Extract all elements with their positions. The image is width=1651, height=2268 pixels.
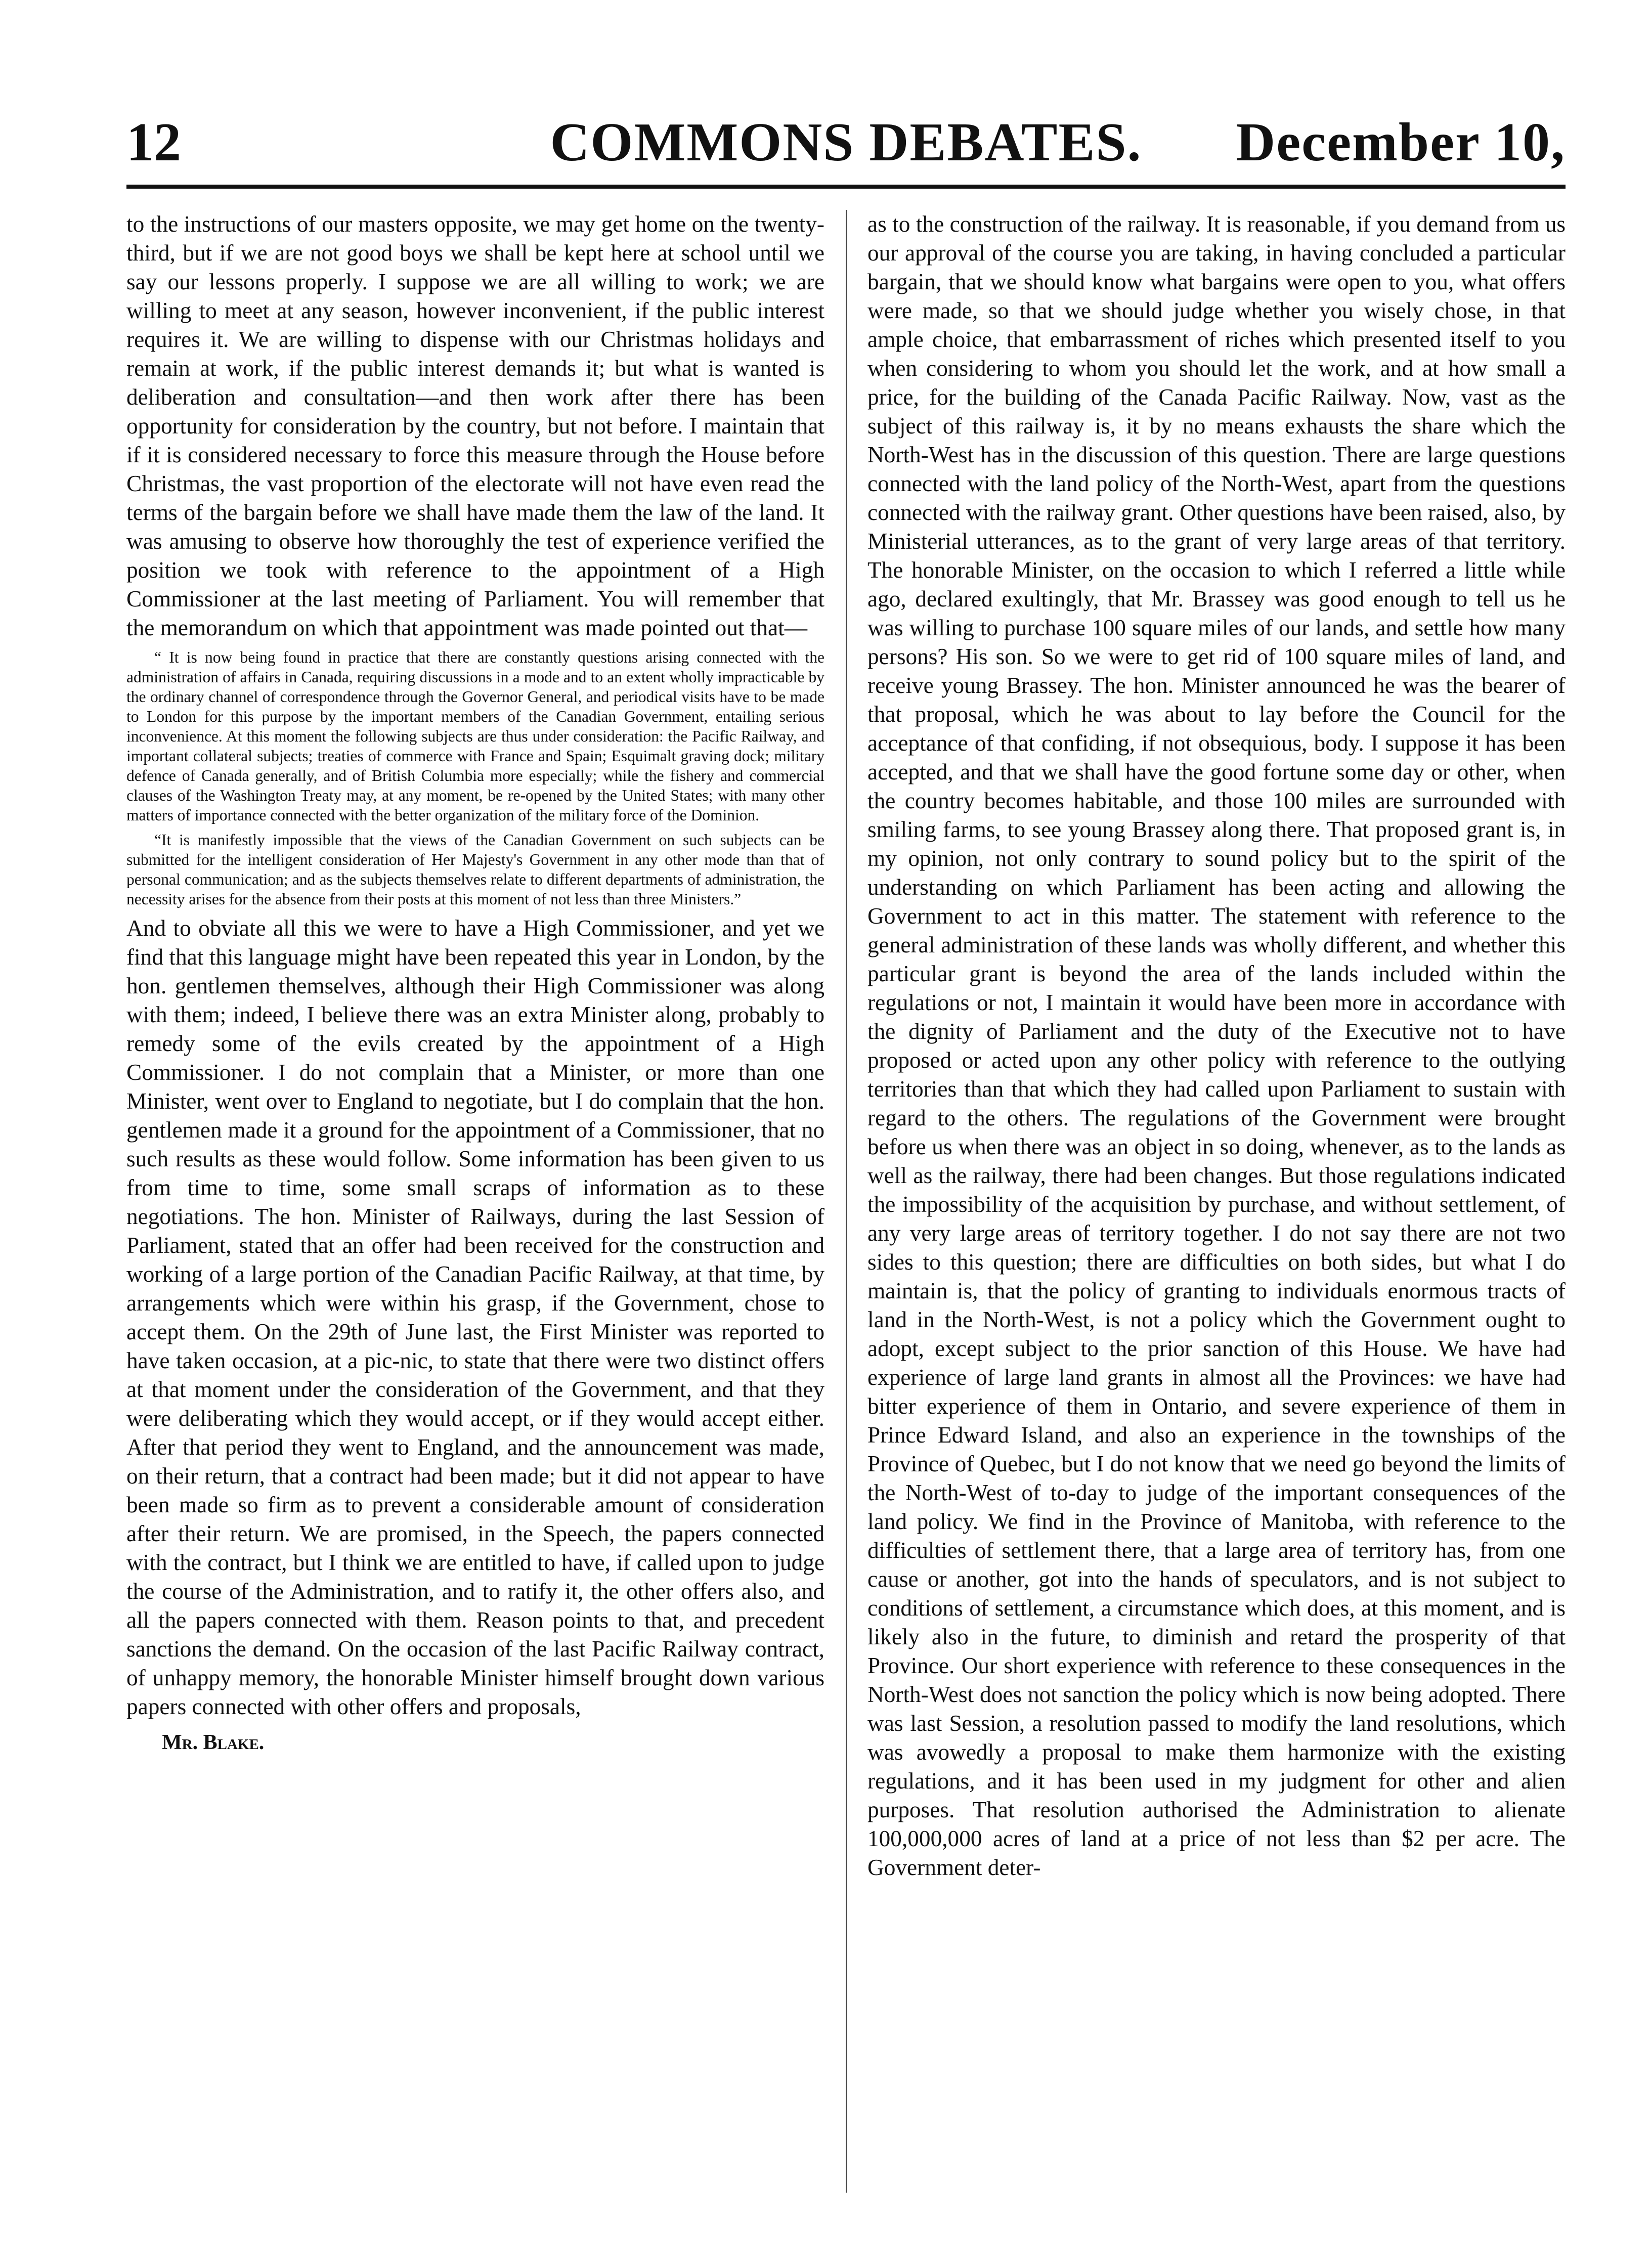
paragraph: as to the construction of the railway. It is reasonable, if you demand from us our approval of the course you are taking, in having concluded a particular bargain, that we should know what bargains were open to you, what offers were made, so that we should judge whether you wisely chose, in that ample choice, that embarrassment of riches which presented itself to you when considering to whom you should let the work, and at how small a price, for the building of the Canada Pacific Railway. Now, vast as the subject of this railway is, it by no means exhausts the share which the North-West has in the discussion of this question. There are large questions connected with the land policy of the North-West, apart from the questions connected with the railway grant. Other questions have been raised, also, by Ministerial utterances, as to the grant of very large areas of that territory. The honorable Minister, on the occasion to which I referred a little while ago, declared exultingly, that Mr. Brassey was good enough to tell us he was willing to purchase 100 square miles of our lands, and settle how many persons? His son. So we were to get rid of 100 square miles of land, and receive young Brassey. The hon. Minister announced he was the bearer of that proposal, which he was about to lay before the Council for the acceptance of that confiding, if not obsequious, body. I suppose it has been accepted, and that we shall have the good fortune some day or other, when the country becomes habitable, and those 100 miles are surrounded with smiling farms, to see young Brassey along there. That proposed grant is, in my opinion, not only contrary to sound policy but to the spirit of the understanding on which Parliament has been acting and allowing the Government to act in this matter. The statement with reference to the general administration of these lands was wholly different, and whether this particular grant is beyond the area of the lands included within the regulations or not, I maintain it would have been more in accordance with the dignity of Parliament and the duty of the Executive not to have proposed or acted upon any other policy with reference to the outlying territories than that which they had called upon Parliament to sustain with regard to the others. The regulations of the Government were brought before us when there was an object in so doing, whenever, as to the lands as well as the railway, there had been changes. But those regulations indicated the impossibility of the acquisition by purchase, and without settlement, of any very large areas of territory together. I do not say there are not two sides to this question; there are difficulties on both sides, but what I do maintain is, that the policy of granting to individuals enormous tracts of land in the North-West, is not a policy which the Government ought to adopt, except subject to the prior sanction of this House. We have had experience of large land grants in almost all the Provinces: we have had bitter experience of them in Ontario, and severe experience of them in Prince Edward Island, and also an experience in the townships of the Province of Quebec, but I do not know that we need go beyond the limits of the North-West of to-day to judge of the important consequences of the land policy. We find in the Province of Manitoba, with reference to the difficulties of settlement there, that a large area of territory has, from one cause or another, got into the hands of speculators, and is not subject to conditions of settlement, a circumstance which does, at this moment, and is likely also in the future, to diminish and retard the prosperity of that Province. Our short experience with reference to these consequences in the North-West does not sanction the policy which is now being adopted. There was last Session, a resolution passed to modify the land resolutions, which was avowedly a proposal to make them harmonize with the existing regulations, and it has been used in my judgment for other and alien purposes. That resolution authorised the Administration to alienate 100,000,000 acres of land at a price of not less than $2 per acre. The Government deter- <box>867 211 1566 1880</box>
left-column <box>126 210 824 1757</box>
quoted-memorandum: “It is manifestly impossible that the views of the Canadian Government on such subjects can be submitted for the intelligent consideration of Her Majesty's Government in any other mode than that of personal communication; and as the subjects themselves relate to different departments of administration, the necessity arises for the absence from their posts at this moment of not less than three Ministers.” <box>126 831 824 908</box>
issue-date: December 10, <box>1236 112 1566 172</box>
page <box>126 101 1566 2175</box>
header-rule <box>126 185 1566 189</box>
paragraph: And to obviate all this we were to have a High Commissioner, and yet we find that this language might have been repeated this year in London, by the hon. gentlemen themselves, although their High Commissioner was along with them; indeed, I believe there was an extra Minister along, probably to remedy some of the evils created by the appointment of a High Commissioner. I do not complain that a Minister, or more than one Minister, went over to England to negotiate, but I do complain that the hon. gentlemen made it a ground for the appointment of a Commissioner, that no such results as these would follow. Some information has been given to us from time to time, some small scraps of information as to these negotiations. The hon. Minister of Railways, during the last Session of Parliament, stated that an offer had been received for the construction and working of a large portion of the Canadian Pacific Railway, at that time, by arrangements which were within his grasp, if the Government, chose to accept them. On the 29th of June last, the First Minister was reported to have taken occasion, at a pic-nic, to state that there were two distinct offers at that moment under the consideration of the Government, and that they were deliberating which they would accept, or if they would accept either. After that period they went to England, and the announcement was made, on their return, that a contract had been made; but it did not appear to have been made so firm as to prevent a considerable amount of consideration after their return. We are promised, in the Speech, the papers connected with the contract, but I think we are entitled to have, if called upon to judge the course of the Administration, and to ratify it, the other offers also, and all the papers connected with them. Reason points to that, and precedent sanctions the demand. On the occasion of the last Pacific Railway contract, of unhappy memory, the honorable Minister himself brought down various papers connected with other offers and proposals, <box>126 915 824 1719</box>
publication-title: COMMONS DEBATES. <box>550 112 1142 172</box>
speaker-name: Mr. Blake. <box>162 1731 265 1754</box>
column-divider <box>846 210 847 2193</box>
quoted-memorandum: “ It is now being found in practice that there are constantly questions arising connected with the administration of affairs in Canada, requiring discussions in a mode and to an extent wholly impracticable by the ordinary channel of correspondence through the Governor General, and periodical visits have to be made to London for this purpose by the important members of the Canadian Government, entailing serious inconvenience. At this moment the following subjects are thus under consideration: the Pacific Railway, and important collateral subjects; treaties of commerce with France and Spain; Esquimalt graving dock; military defence of Canada generally, and of British Columbia more especially; while the fishery and commercial clauses of the Washington Treaty may, at any moment, be re-opened by the United States; with many other matters of importance connected with the better organization of the military force of the Dominion. <box>126 648 824 824</box>
right-column <box>867 210 1566 1882</box>
page-number: 12 <box>126 112 181 172</box>
paragraph: to the instructions of our masters opposite, we may get home on the twenty-third, but if we are not good boys we shall be kept here at school until we say our lessons properly. I suppose we are all willing to work; we are willing to meet at any season, however inconvenient, if the public interest requires it. We are willing to dispense with our Christmas holidays and remain at work, if the public interest demands it; but what is wanted is deliberation and consultation—and then work after there has been opportunity for consideration by the country, but not before. I maintain that if it is considered necessary to force this measure through the House before Christmas, the vast proportion of the electorate will not have even read the terms of the bargain before we shall have made them the law of the land. It was amusing to observe how thoroughly the test of experience verified the position we took with reference to the appointment of a High Commissioner at the last meeting of Parliament. You will remember that the memorandum on which that appointment was made pointed out that— <box>126 211 824 640</box>
page-header <box>126 101 1566 172</box>
